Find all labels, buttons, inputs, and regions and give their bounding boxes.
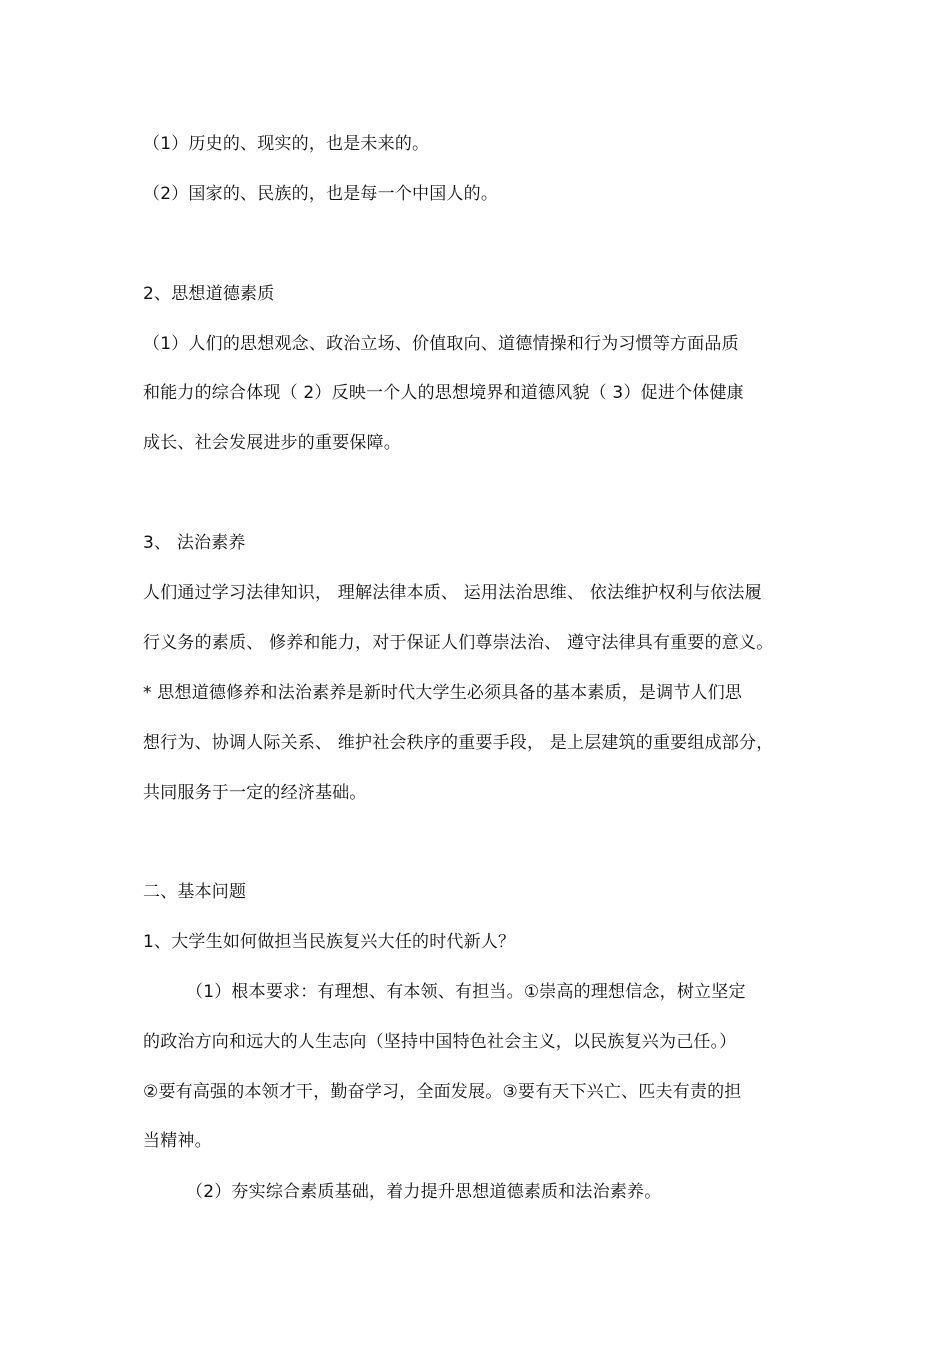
paragraph-line: （2）夯实综合素质基础，着力提升思想道德素质和法治素养。 [186,1182,662,1202]
paragraph-line: 和能力的综合体现（ 2）反映一个人的思想境界和道德风貌（ 3）促进个体健康 [143,383,744,403]
list-item: （1）历史的、现实的，也是未来的。 [143,134,430,154]
paragraph-line: （1）人们的思想观念、政治立场、价值取向、道德情操和行为习惯等方面品质 [143,334,739,354]
paragraph-line: ②要有高强的本领才干，勤奋学习，全面发展。③要有天下兴亡、匹夫有责的担 [143,1082,742,1102]
paragraph-line: 想行为、协调人际关系、 维护社会秩序的重要手段， 是上层建筑的重要组成部分， [143,733,774,753]
question-heading: 1、大学生如何做担当民族复兴大任的时代新人？ [143,932,516,952]
paragraph-line: 当精神。 [143,1131,212,1151]
paragraph-line: 人们通过学习法律知识， 理解法律本质、 运用法治思维、 依法维护权利与依法履 [143,583,762,603]
paragraph-line: * 思想道德修养和法治素养是新时代大学生必须具备的基本素质，是调节人们思 [143,683,743,703]
section-heading: 2、思想道德素质 [143,284,275,304]
paragraph-line: 的政治方向和远大的人生志向（坚持中国特色社会主义，以民族复兴为己任。） [143,1032,737,1052]
paragraph-line: 行义务的素质、 修养和能力，对于保证人们尊崇法治、 遵守法律具有重要的意义。 [143,633,774,653]
paragraph-line: 成长、社会发展进步的重要保障。 [143,433,401,453]
section-heading: 二、基本问题 [143,882,247,902]
list-item: （2）国家的、民族的，也是每一个中国人的。 [143,184,499,204]
paragraph-line: （1）根本要求：有理想、有本领、有担当。①崇高的理想信念，树立坚定 [186,982,746,1002]
section-heading: 3、 法治素养 [143,533,246,553]
paragraph-line: 共同服务于一定的经济基础。 [143,783,367,803]
